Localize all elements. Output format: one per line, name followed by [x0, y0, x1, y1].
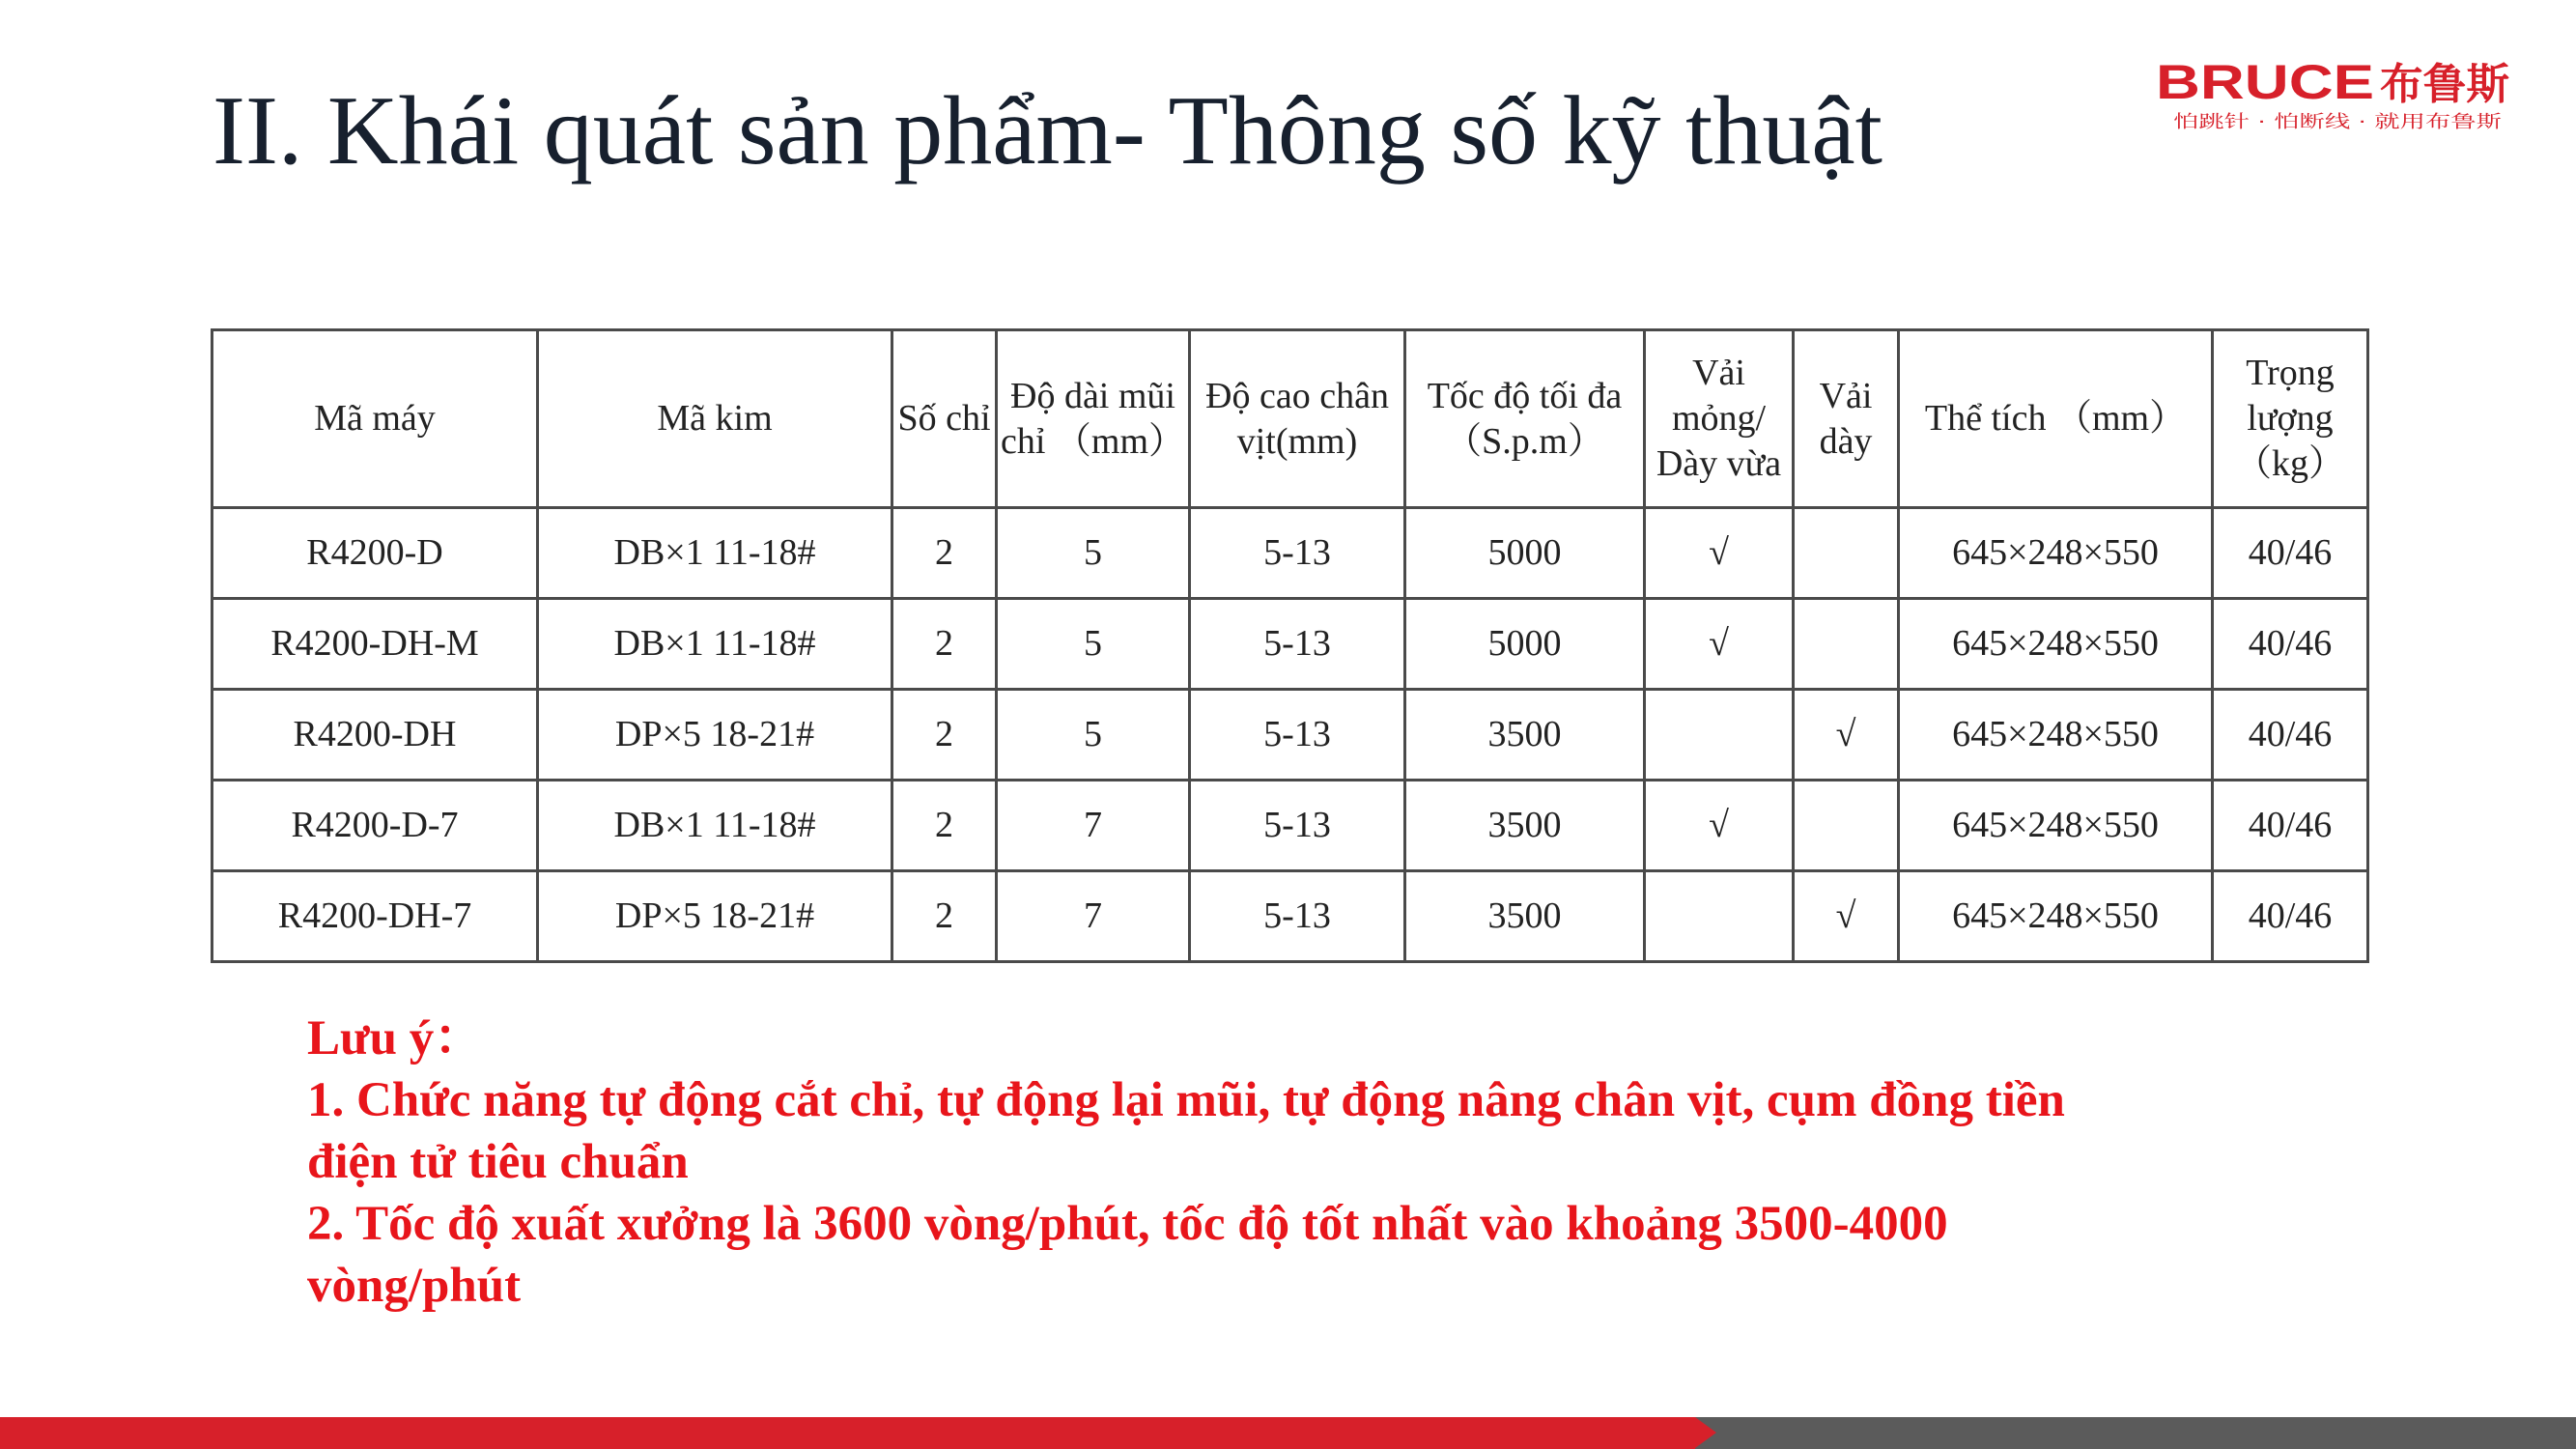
- cell-ma-kim: DP×5 18-21#: [538, 871, 892, 962]
- cell-vai-day: [1794, 781, 1899, 871]
- cell-the-tich: 645×248×550: [1899, 781, 2213, 871]
- cell-ma-may: R4200-DH: [212, 690, 538, 781]
- cell-vai-day: [1794, 599, 1899, 690]
- table-row: [212, 690, 2368, 781]
- header-do-dai-mui-chi: Độ dài mũi chỉ （mm）: [997, 330, 1190, 508]
- cell-ma-kim: DB×1 11-18#: [538, 781, 892, 871]
- cell-vai-day: [1794, 508, 1899, 599]
- cell-ma-kim: DB×1 11-18#: [538, 599, 892, 690]
- cell-toc-do: 3500: [1405, 781, 1645, 871]
- notes-heading: Lưu ý：: [307, 1011, 484, 1065]
- cell-so-chi: 2: [892, 508, 997, 599]
- header-vai-day: Vải dày: [1794, 330, 1899, 508]
- cell-vai-mong: [1645, 871, 1794, 962]
- cell-trong-luong: 40/46: [2213, 690, 2368, 781]
- header-do-cao-chan-vit: Độ cao chân vịt(mm): [1190, 330, 1405, 508]
- cell-trong-luong: 40/46: [2213, 599, 2368, 690]
- cell-the-tich: 645×248×550: [1899, 871, 2213, 962]
- cell-so-chi: 2: [892, 781, 997, 871]
- cell-vai-mong: [1645, 690, 1794, 781]
- bruce-logo: [2154, 50, 2511, 137]
- cell-vai-day: √: [1794, 690, 1899, 781]
- footer-bar-gray: [1695, 1417, 2576, 1449]
- cell-ma-may: R4200-D: [212, 508, 538, 599]
- cell-trong-luong: 40/46: [2213, 871, 2368, 962]
- cell-do-dai-mui-chi: 5: [997, 599, 1190, 690]
- cell-so-chi: 2: [892, 599, 997, 690]
- cell-so-chi: 2: [892, 871, 997, 962]
- logo-brand: BRUCE: [2156, 55, 2374, 109]
- cell-do-cao-chan-vit: 5-13: [1190, 599, 1405, 690]
- spec-table: [211, 328, 2369, 963]
- cell-ma-may: R4200-DH-7: [212, 871, 538, 962]
- header-ma-kim: Mã kim: [538, 330, 892, 508]
- cell-ma-kim: DB×1 11-18#: [538, 508, 892, 599]
- cell-do-cao-chan-vit: 5-13: [1190, 871, 1405, 962]
- header-ma-may: Mã máy: [212, 330, 538, 508]
- logo-brand-cn: 布鲁斯: [2380, 60, 2509, 109]
- footer-bar-arrow: [1695, 1417, 1716, 1448]
- cell-vai-mong: √: [1645, 781, 1794, 871]
- cell-so-chi: 2: [892, 690, 997, 781]
- cell-do-dai-mui-chi: 7: [997, 781, 1190, 871]
- cell-toc-do: 3500: [1405, 690, 1645, 781]
- cell-vai-mong: √: [1645, 508, 1794, 599]
- cell-trong-luong: 40/46: [2213, 781, 2368, 871]
- cell-toc-do: 5000: [1405, 508, 1645, 599]
- cell-ma-may: R4200-DH-M: [212, 599, 538, 690]
- header-the-tich: Thể tích （mm）: [1899, 330, 2213, 508]
- header-so-chi: Số chỉ: [892, 330, 997, 508]
- cell-ma-kim: DP×5 18-21#: [538, 690, 892, 781]
- cell-ma-may: R4200-D-7: [212, 781, 538, 871]
- cell-the-tich: 645×248×550: [1899, 599, 2213, 690]
- table-header-row: [212, 330, 2368, 508]
- table-row: [212, 508, 2368, 599]
- table-row: [212, 599, 2368, 690]
- table-row: [212, 871, 2368, 962]
- notes-block: [307, 1008, 2142, 1317]
- logo-tagline: 怕跳针 · 怕断线 · 就用布鲁斯: [2173, 112, 2502, 132]
- header-toc-do-toi-da: Tốc độ tối đa （S.p.m）: [1405, 330, 1645, 508]
- cell-trong-luong: 40/46: [2213, 508, 2368, 599]
- cell-the-tich: 645×248×550: [1899, 690, 2213, 781]
- header-trong-luong: Trọng lượng （kg）: [2213, 330, 2368, 508]
- cell-toc-do: 3500: [1405, 871, 1645, 962]
- cell-toc-do: 5000: [1405, 599, 1645, 690]
- header-vai-mong: Vải mỏng/ Dày vừa: [1645, 330, 1794, 508]
- note-item-2: 2. Tốc độ xuất xưởng là 3600 vòng/phút, tốc độ tốt nhất vào khoảng 3500-4000 vòng/phút: [307, 1197, 1948, 1313]
- cell-do-dai-mui-chi: 7: [997, 871, 1190, 962]
- cell-do-cao-chan-vit: 5-13: [1190, 690, 1405, 781]
- footer-bar-red: [0, 1417, 1714, 1449]
- cell-vai-mong: √: [1645, 599, 1794, 690]
- cell-do-dai-mui-chi: 5: [997, 690, 1190, 781]
- note-item-1: 1. Chức năng tự động cắt chỉ, tự động lại mũi, tự động nâng chân vịt, cụm đồng tiền điện tử tiêu chuẩn: [307, 1073, 2065, 1189]
- cell-vai-day: √: [1794, 871, 1899, 962]
- cell-the-tich: 645×248×550: [1899, 508, 2213, 599]
- cell-do-cao-chan-vit: 5-13: [1190, 781, 1405, 871]
- table-row: [212, 781, 2368, 871]
- page-title: II. Khái quát sản phẩm- Thông số kỹ thuật: [212, 76, 1882, 185]
- cell-do-cao-chan-vit: 5-13: [1190, 508, 1405, 599]
- cell-do-dai-mui-chi: 5: [997, 508, 1190, 599]
